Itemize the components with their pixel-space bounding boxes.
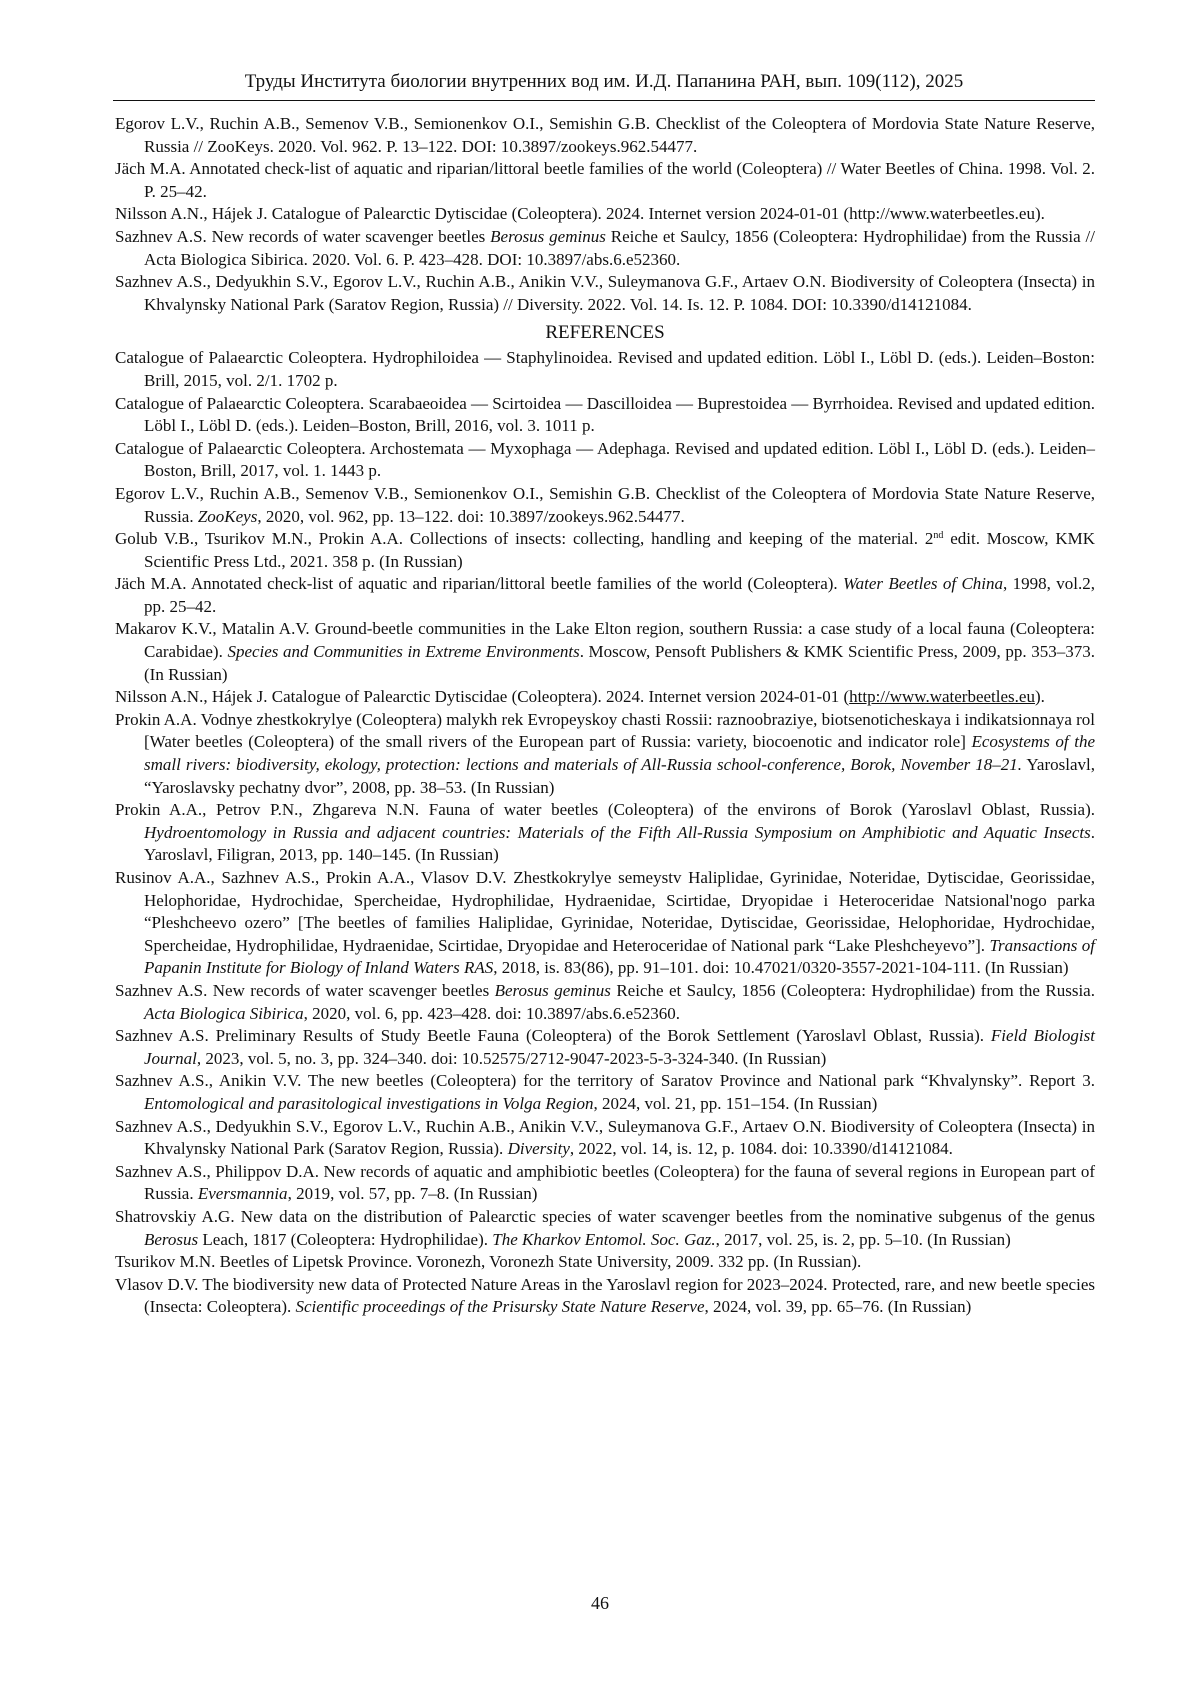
reference-text: . Moscow, Pensoft Publishers & KMK Scientific Press, 2009, pp. 353–373. (In Russian) (144, 642, 1095, 684)
reference-entry (115, 1161, 1095, 1206)
reference-entry (115, 709, 1095, 799)
reference-entry (115, 1274, 1095, 1319)
reference-text: Egorov L.V., Ruchin A.B., Semenov V.B., Semionenkov O.I., Semishin G.B. Checklist of the Coleoptera of Mordovia State Nature Reserve, Russia. (115, 484, 1095, 526)
page-body (115, 113, 1095, 1319)
journal-page (0, 0, 1200, 1698)
literature-entry (115, 271, 1095, 316)
reference-text: Sazhnev A.S., Dedyukhin S.V., Egorov L.V., Ruchin A.B., Anikin V.V., Suleymanova G.F., Artaev O.N. Biodiversity of Coleoptera (Insecta) in Khvalynsky National Park (Saratov Region, Russia). (115, 1117, 1095, 1159)
reference-text: Catalogue of Palaearctic Coleoptera. Archostemata — Myxophaga — Adephaga. Revised and updated edition. Löbl I., Löbl D. (eds.). Leiden–Boston, Brill, 2017, vol. 1. 1443 p. (115, 439, 1095, 481)
italic-title: Field Biologist Journal (144, 1026, 1095, 1068)
reference-text: Vlasov D.V. The biodiversity new data of Protected Nature Areas in the Yaroslavl region for 2023–2024. Protected, rare, and new beetle species (Insecta: Coleoptera). (115, 1275, 1095, 1317)
reference-text: Tsurikov M.N. Beetles of Lipetsk Province. Voronezh, Voronezh State University, 2009. 332 pp. (In Russian). (115, 1252, 861, 1271)
italic-title: Eversmannia (198, 1184, 288, 1203)
reference-text: Shatrovskiy A.G. New data on the distribution of Palearctic species of water scavenger beetles from the nominative subgenus of the genus (115, 1207, 1095, 1226)
reference-entry (115, 1206, 1095, 1251)
page-number: 46 (0, 1592, 1200, 1614)
reference-text: Reiche et Saulcy, 1856 (Coleoptera: Hydrophilidae) from the Russia // Acta Biologica Sibirica. 2020. Vol. 6. P. 423–428. DOI: 10.3897/abs.6.e52360. (144, 227, 1095, 269)
reference-text: Reiche et Saulcy, 1856 (Coleoptera: Hydrophi­lidae) from the Russia. (611, 981, 1095, 1000)
italic-title: Species and Communities in Extreme Environments (227, 642, 579, 661)
reference-text: , 2020, vol. 6, pp. 423–428. doi: 10.3897/abs.6.e52360. (304, 1004, 680, 1023)
reference-text: Prokin A.A., Petrov P.N., Zhgareva N.N. Fauna of water beetles (Coleoptera) of the environs of Borok (Yaroslavl Oblast, Russia). (115, 800, 1095, 819)
literature-entry (115, 158, 1095, 203)
reference-text: , 2020, vol. 962, pp. 13–122. doi: 10.3897/zookeys.962.54477. (257, 507, 684, 526)
reference-text: Jäch M.A. Annotated check-list of aquatic and riparian/littoral beetle families of the world (Coleoptera). (115, 574, 843, 593)
reference-text: , 1998, vol.2, pp. 25–42. (144, 574, 1095, 616)
url-text: http://www.waterbeetles.eu (849, 687, 1035, 706)
reference-text: , 2024, vol. 21, pp. 151–154. (In Russian) (594, 1094, 878, 1113)
reference-text: Sazhnev A.S. Preliminary Results of Study Beetle Fauna (Coleoptera) of the Borok Settlement (Yaroslavl Oblast, Russia). (115, 1026, 991, 1045)
references-list (115, 347, 1095, 1319)
reference-text: Sazhnev A.S. New records of water scavenger beetles (115, 981, 495, 1000)
reference-entry (115, 867, 1095, 980)
reference-entry (115, 347, 1095, 392)
reference-entry (115, 1025, 1095, 1070)
reference-entry (115, 573, 1095, 618)
reference-text: Makarov K.V., Matalin A.V. Ground-beetle communities in the Lake Elton region, southern Russia: a case study of a local fauna (Coleoptera: Carabidae). (115, 619, 1095, 661)
italic-title: Entomological and parasitological investigations in Volga Region (144, 1094, 594, 1113)
reference-text: Egorov L.V., Ruchin A.B., Semenov V.B., Semionenkov O.I., Semishin G.B. Checklist of the Coleoptera of Mordovia State Nature Reserve, Russia // ZooKeys. 2020. Vol. 962. P. 13–122. DOI: 10.3897/zookeys.962.54477. (115, 114, 1095, 156)
reference-entry (115, 618, 1095, 686)
reference-text: , 2023, vol. 5, no. 3, pp. 324–340. doi: 10.52575/2712-9047-2023-5-3-324-340. (In Russian) (197, 1049, 826, 1068)
italic-title: Berosus geminus (490, 227, 606, 246)
reference-entry (115, 799, 1095, 867)
running-header: Труды Института биологии внутренних вод им. И.Д. Папанина РАН, вып. 109(112), 2025 (113, 70, 1095, 94)
italic-title: Ecosystems of the small rivers: biodiversity, ekology, protection: lections and materi­als of All-Russia school-conference, Borok, November 18–21. (144, 732, 1095, 774)
reference-text: Catalogue of Palaearctic Coleoptera. Hydrophiloidea — Staphylinoidea. Revised and updated edition. Löbl I., Löbl D. (eds.). Leiden–Boston: Brill, 2015, vol. 2/1. 1702 p. (115, 348, 1095, 390)
reference-entry (115, 1251, 1095, 1274)
italic-title: Scientific proceedings of the Prisursky State Nature Reserve (296, 1297, 705, 1316)
reference-text: , 2018, is. 83(86), pp. 91–101. doi: 10.47021/0320-3557-2021-104-111. (In Russian) (493, 958, 1068, 977)
literature-list (115, 113, 1095, 316)
italic-title: ZooKeys (198, 507, 258, 526)
literature-entry (115, 113, 1095, 158)
reference-text: Sazhnev A.S., Philippov D.A. New records of aquatic and amphibiotic beetles (Coleoptera) for the fauna of several re­gions in European part of Russia. (115, 1162, 1095, 1204)
reference-text: Nilsson A.N., Hájek J. Catalogue of Palearctic Dytiscidae (Coleoptera). 2024. Internet version 2024-01-01 ( (115, 687, 849, 706)
reference-text: , 2019, vol. 57, pp. 7–8. (In Russian) (288, 1184, 538, 1203)
reference-entry (115, 528, 1095, 573)
header-rule (113, 100, 1095, 101)
reference-entry (115, 393, 1095, 438)
italic-title: Berosus (144, 1230, 198, 1249)
reference-text: Leach, 1817 (Coleoptera: Hydrophilidae). (198, 1230, 492, 1249)
reference-entry (115, 980, 1095, 1025)
italic-title: Berosus geminus (495, 981, 611, 1000)
italic-title: Diversity (508, 1139, 570, 1158)
reference-text: ). (1035, 687, 1045, 706)
superscript: nd (933, 530, 943, 541)
reference-entry (115, 686, 1095, 709)
reference-entry (115, 1070, 1095, 1115)
reference-text: Catalogue of Palaearctic Coleoptera. Scarabaeoidea — Scirtoidea — Dascilloidea — Buprestoidea — Byrrhoidea. Revised and updated edition. Löbl I., Löbl D. (eds.). Leiden–Boston, Brill, 2016, vol. 3. 1011 p. (115, 394, 1095, 436)
literature-entry (115, 226, 1095, 271)
reference-text: Sazhnev A.S., Dedyukhin S.V., Egorov L.V., Ruchin A.B., Anikin V.V., Suleymanova G.F., Artaev O.N. Biodiversity of Coleoptera (Insecta) in Khvalynsky National Park (Saratov Region, Russia) // Diversity. 2022. Vol. 14. Is. 12. P. 1084. DOI: 10.3390/d14121084. (115, 272, 1095, 314)
italic-title: Water Beetles of China (843, 574, 1003, 593)
reference-entry (115, 1116, 1095, 1161)
reference-text: , 2022, vol. 14, is. 12, p. 1084. doi: 10.3390/d14121084. (570, 1139, 953, 1158)
reference-text: Sazhnev A.S., Anikin V.V. The new beetles (Coleoptera) for the territory of Saratov Province and National park “Khvalynsky”. Report 3. (115, 1071, 1095, 1090)
reference-text: , 2024, vol. 39, pp. 65–76. (In Russian) (705, 1297, 972, 1316)
reference-text: . Yaroslavl, Filigran, 2013, pp. 140–145. (In Russian) (144, 823, 1095, 865)
reference-text: Rusinov A.A., Sazhnev A.S., Prokin A.A., Vlasov D.V. Zhestkokrylye semeystv Haliplidae, Gyrinidae, Noteridae, Dy­tiscidae, Georissidae, Helophoridae, Hydrochidae, Spercheidae, Hydrophilidae, Hydraenidae, Scirtidae, Dryopidae i Heteroceridae Natsional'nogo parka “Pleshcheevo ozero” [The beetles of families Haliplidae, Gyrinidae, Noteridae, Dytiscidae, Georissidae, Helophoridae, Hydrochidae, Spercheidae, Hydrophilidae, Hydraenidae, Scirtidae, Dryopi­dae and Heteroceridae of National park “Lake Pleshcheyevo”]. (115, 868, 1095, 955)
reference-text: Golub V.B., Tsurikov M.N., Prokin A.A. Collections of insects: collecting, handling and keeping of the material. 2 (115, 529, 933, 548)
literature-entry (115, 203, 1095, 226)
italic-title: The Kharkov Entomol. Soc. Gaz. (492, 1230, 715, 1249)
reference-entry (115, 483, 1095, 528)
italic-title: Acta Biologica Sibirica (144, 1004, 304, 1023)
reference-entry (115, 438, 1095, 483)
references-heading: REFERENCES (115, 321, 1095, 345)
reference-text: Yaroslavl, “Yaroslavsky pechatny dvor”, 2008, pp. 38–53. (In Russian) (144, 755, 1095, 797)
italic-title: Transactions of Papanin Institute for Biology of In­land Waters RAS (144, 936, 1095, 978)
reference-text: edit. Moscow, KMK Scientific Press Ltd., 2021. 358 p. (In Russian) (144, 529, 1095, 571)
reference-text: , 2017, vol. 25, is. 2, pp. 5–10. (In Russian) (716, 1230, 1011, 1249)
reference-text: Prokin A.A. Vodnye zhestkokrylye (Coleoptera) malykh rek Evropeyskoy chasti Rossii: raznoobraziye, biotsenotich­eskaya i indikatsionnaya rol [Water beetles (Coleoptera) of the small rivers of the European part of Russia: variety, biocoenotic and indicator role] (115, 710, 1095, 752)
italic-title: Hydroentomology in Russia and adjacent countries: Materials of the Fifth All-Russia Symposium on Amphi­biotic and Aquatic Insects (144, 823, 1091, 842)
reference-text: Sazhnev A.S. New records of water scavenger beetles (115, 227, 490, 246)
reference-text: Nilsson A.N., Hájek J. Catalogue of Palearctic Dytiscidae (Coleoptera). 2024. Internet version 2024-01-01 (http://www.waterbeetles.eu). (115, 204, 1045, 223)
reference-text: Jäch M.A. Annotated check-list of aquatic and riparian/littoral beetle families of the world (Coleoptera) // Water Beetles of China. 1998. Vol. 2. P. 25–42. (115, 159, 1095, 201)
